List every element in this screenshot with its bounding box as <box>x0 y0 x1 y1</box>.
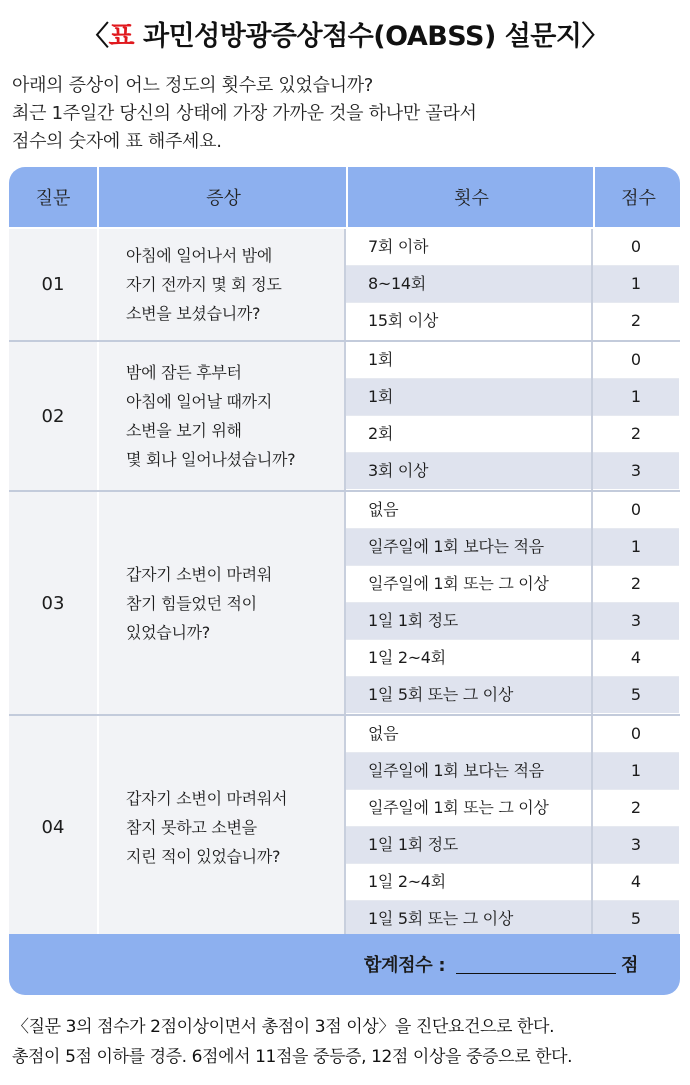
question-text-line: 소변을 보셨습니까? <box>126 304 261 323</box>
answer-score[interactable]: 2 <box>630 574 642 593</box>
answer-option: 없음 <box>368 500 399 519</box>
answer-option: 2회 <box>368 424 394 443</box>
question-text-line: 갑자기 소변이 마려워서 <box>126 788 288 808</box>
question-text-line: 참기 힘들었던 적이 <box>126 593 257 613</box>
answer-option: 1일 1회 정도 <box>368 611 458 630</box>
answer-score[interactable]: 3 <box>630 611 642 630</box>
column-divider <box>591 229 593 340</box>
answer-option: 7회 이하 <box>368 237 429 256</box>
answer-option: 1일 2~4회 <box>368 872 446 891</box>
column-divider <box>97 492 99 714</box>
footnotes <box>12 1012 687 1072</box>
question-text-lines <box>126 241 282 328</box>
answer-score[interactable]: 1 <box>630 274 642 293</box>
page-title <box>0 14 690 53</box>
total-unit: 점 <box>621 955 639 976</box>
row-divider <box>346 565 679 566</box>
title-prefix: 〈 <box>82 21 109 52</box>
answer-score[interactable]: 0 <box>630 724 642 743</box>
answer-row[interactable] <box>346 753 679 789</box>
row-divider <box>346 863 679 864</box>
question-text-line: 소변을 보기 위해 <box>126 421 242 440</box>
answer-score[interactable]: 4 <box>630 872 642 891</box>
answer-row[interactable] <box>346 303 679 339</box>
answer-option: 일주일에 1회 보다는 적음 <box>368 761 544 780</box>
answer-option: 8~14회 <box>368 274 426 293</box>
question-number: 04 <box>41 816 65 838</box>
answer-score[interactable]: 2 <box>630 424 642 443</box>
row-divider <box>346 752 679 753</box>
column-divider <box>97 342 99 490</box>
answer-score[interactable]: 4 <box>630 648 642 667</box>
answer-row[interactable] <box>346 566 679 602</box>
questionnaire-table <box>9 167 680 995</box>
answer-option: 일주일에 1회 또는 그 이상 <box>368 798 549 817</box>
answer-score[interactable]: 1 <box>630 537 642 556</box>
question-text-lines <box>126 358 295 474</box>
row-divider <box>346 265 679 266</box>
row-divider <box>346 789 679 790</box>
answer-row[interactable] <box>346 603 679 639</box>
title-main: 과민성방광증상점수(OABSS) 설문지〉 <box>134 21 608 52</box>
column-divider <box>97 716 99 938</box>
instruction-line: 점수의 숫자에 표 해주세요. <box>12 131 222 152</box>
question-text <box>126 229 346 340</box>
answer-row[interactable] <box>346 342 679 378</box>
question-number: 03 <box>41 592 65 614</box>
answer-row[interactable] <box>346 453 679 489</box>
answer-option: 일주일에 1회 또는 그 이상 <box>368 574 549 593</box>
header-frequency: 횟수 <box>346 167 595 227</box>
answer-score[interactable]: 1 <box>630 761 642 780</box>
column-divider <box>344 342 346 490</box>
answer-score[interactable]: 5 <box>630 909 642 928</box>
question-text-lines <box>126 560 272 647</box>
row-divider <box>346 302 679 303</box>
answer-row[interactable] <box>346 827 679 863</box>
question-text-line: 있었습니까? <box>126 622 210 642</box>
column-divider <box>97 229 99 340</box>
answer-row[interactable] <box>346 416 679 452</box>
answer-row[interactable] <box>346 901 679 937</box>
header-score: 점수 <box>593 167 680 227</box>
answer-option: 3회 이상 <box>368 461 429 480</box>
column-divider <box>591 716 593 938</box>
answer-row[interactable] <box>346 790 679 826</box>
answer-score[interactable]: 0 <box>630 350 642 369</box>
question-text-lines <box>126 784 287 871</box>
answer-option: 1일 2~4회 <box>368 648 446 667</box>
total-label: 합계점수 : <box>364 955 446 976</box>
row-divider <box>346 528 679 529</box>
header-question: 질문 <box>9 167 97 227</box>
answer-score[interactable]: 3 <box>630 835 642 854</box>
question-text-line: 아침에 일어나서 밤에 <box>126 246 272 265</box>
question-text-line: 갑자기 소변이 마려워 <box>126 564 272 584</box>
answer-row[interactable] <box>346 716 679 752</box>
answer-score[interactable]: 0 <box>630 500 642 519</box>
answer-row[interactable] <box>346 640 679 676</box>
row-divider <box>346 378 679 379</box>
answer-option: 일주일에 1회 보다는 적음 <box>368 537 544 556</box>
answer-option: 15회 이상 <box>368 311 439 330</box>
row-divider <box>346 676 679 677</box>
question-text-line: 자기 전까지 몇 회 정도 <box>126 275 282 294</box>
header-symptom: 증상 <box>97 167 348 227</box>
answer-row[interactable] <box>346 266 679 302</box>
question-text-line: 참지 못하고 소변을 <box>126 817 257 837</box>
answer-option: 1회 <box>368 387 394 406</box>
row-divider <box>346 826 679 827</box>
answer-score[interactable]: 3 <box>630 461 642 480</box>
column-divider <box>344 492 346 714</box>
question-text-line: 몇 회나 일어나셨습니까? <box>126 450 296 469</box>
column-divider <box>591 342 593 490</box>
answer-score[interactable]: 1 <box>630 387 642 406</box>
answer-option: 1일 1회 정도 <box>368 835 458 854</box>
row-divider <box>346 639 679 640</box>
answer-option: 1일 5회 또는 그 이상 <box>368 909 513 928</box>
question-text-line: 밤에 잠든 후부터 <box>126 363 242 382</box>
question-text <box>126 342 346 490</box>
row-divider <box>346 602 679 603</box>
answer-row[interactable] <box>346 529 679 565</box>
title-highlight: 표 <box>108 21 135 52</box>
instructions <box>12 72 682 156</box>
answer-option: 1회 <box>368 350 394 369</box>
question-text <box>126 492 346 714</box>
total-blank[interactable] <box>456 973 616 974</box>
row-divider <box>346 415 679 416</box>
question-text-line: 아침에 일어날 때까지 <box>126 392 272 411</box>
instruction-line: 아래의 증상이 어느 정도의 횟수로 있었습니까? <box>12 75 374 96</box>
answer-row[interactable] <box>346 864 679 900</box>
answer-row[interactable] <box>346 492 679 528</box>
row-divider <box>346 452 679 453</box>
answer-score[interactable]: 0 <box>630 237 642 256</box>
answer-row[interactable] <box>346 379 679 415</box>
answer-row[interactable] <box>346 677 679 713</box>
total-row <box>9 934 680 995</box>
answer-row[interactable] <box>346 229 679 265</box>
row-divider <box>346 900 679 901</box>
footnote-line: 〈질문 3의 점수가 2점이상이면서 총점이 3점 이상〉을 진단요건으로 한다. <box>12 1017 555 1037</box>
answer-score[interactable]: 2 <box>630 798 642 817</box>
instruction-line: 최근 1주일간 당신의 상태에 가장 가까운 것을 하나만 골라서 <box>12 103 477 124</box>
question-number: 01 <box>41 274 65 295</box>
answer-option: 1일 5회 또는 그 이상 <box>368 685 513 704</box>
column-divider <box>344 716 346 938</box>
answer-option: 없음 <box>368 724 399 743</box>
answer-score[interactable]: 2 <box>630 311 642 330</box>
question-text-line: 지린 적이 있었습니까? <box>126 846 281 866</box>
column-divider <box>591 492 593 714</box>
answer-score[interactable]: 5 <box>630 685 642 704</box>
column-divider <box>344 229 346 340</box>
question-text <box>126 716 346 938</box>
footnote-line: 총점이 5점 이하를 경증. 6점에서 11점을 중등증, 12점 이상을 중증으로 한다. <box>12 1047 573 1067</box>
question-number: 02 <box>41 405 65 427</box>
